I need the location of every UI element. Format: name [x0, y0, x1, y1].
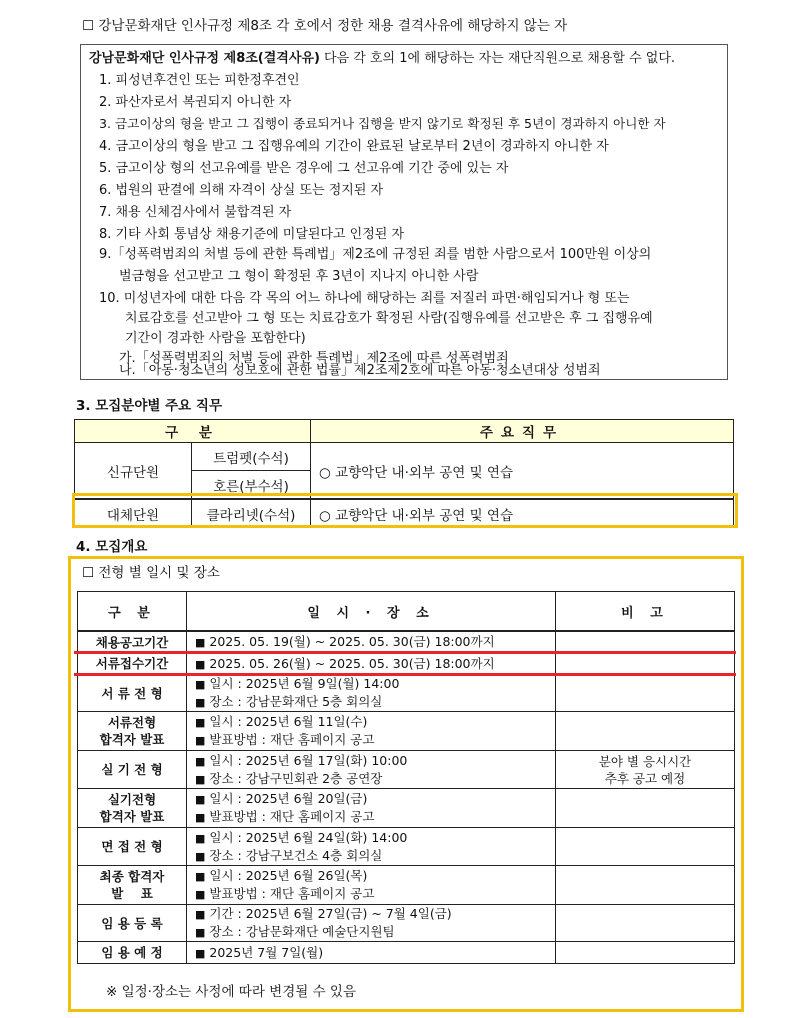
schedule-row-label [78, 675, 187, 712]
square-bullet-icon: ■ [195, 793, 206, 806]
schedule-row-content [187, 905, 556, 942]
application-red-underline [74, 673, 736, 676]
schedule-content-text: 기간 : 2025년 6월 27일(금) ~ 7월 4일(금) [209, 906, 452, 921]
duty-role: 트럼펫(수석) [192, 443, 311, 471]
schedule-row-label [78, 653, 187, 675]
schedule-label-line: 합격자 발표 [99, 732, 165, 747]
schedule-row-content [187, 942, 556, 964]
schedule-row [78, 751, 735, 789]
schedule-row-note [556, 675, 735, 712]
duty-role: 호른(부수석) [192, 471, 311, 500]
schedule-row [78, 712, 735, 751]
schedule-label-line: 실기전형 [107, 792, 157, 807]
schedule-content-line [195, 905, 555, 923]
regulation-title-rest: 다음 각 호의 1에 해당하는 자는 재단직원으로 채용할 수 없다. [319, 51, 676, 66]
schedule-row [78, 631, 735, 653]
regulation-item: 5. 금고이상 형의 선고유예를 받은 경우에 그 선고유예 기간 중에 있는 자 [99, 161, 509, 176]
schedule-content-line [195, 790, 555, 808]
regulation-item: 6. 법원의 판결에 의해 자격이 상실 또는 정지된 자 [99, 183, 384, 198]
square-bullet-icon: ■ [195, 678, 206, 691]
schedule-content-line [195, 944, 555, 962]
square-bullet-icon: ■ [195, 754, 206, 768]
square-bullet-icon: ■ [195, 716, 206, 729]
square-bullet-icon: ■ [195, 870, 206, 883]
schedule-table [77, 591, 735, 964]
square-bullet-icon: ■ [195, 636, 206, 649]
schedule-row-content [187, 866, 556, 905]
schedule-content-line [195, 885, 555, 903]
schedule-label-line: 실 기 전 형 [101, 762, 163, 777]
schedule-row-note [556, 905, 735, 942]
schedule-row-content [187, 751, 556, 789]
schedule-row-label [78, 751, 187, 789]
duty-description: ○ 교향악단 내·외부 공연 및 연습 [311, 499, 734, 528]
schedule-subheading: ☐ 전형 별 일시 및 장소 [82, 565, 220, 581]
schedule-content-line [195, 713, 555, 731]
schedule-content-line [195, 867, 555, 885]
schedule-row [78, 653, 735, 675]
schedule-label-line: 서류접수기간 [95, 656, 169, 671]
schedule-row-label [78, 942, 187, 964]
regulation-box [80, 44, 728, 380]
square-bullet-icon: ■ [195, 657, 206, 671]
duty-header-duties: 주요직무 [311, 420, 734, 443]
schedule-content-text: 장소 : 강남구민회관 2층 공연장 [209, 770, 383, 786]
schedule-note-line: 추후 공고 예정 [604, 770, 686, 786]
regulation-title [89, 47, 675, 66]
schedule-header-category: 구 분 [78, 592, 187, 632]
schedule-label-line: 합격자 발표 [99, 809, 165, 824]
regulation-item: 8. 기타 사회 통념상 채용기준에 미달된다고 인정된 자 [99, 227, 405, 242]
schedule-content-line [195, 829, 555, 847]
schedule-row-note [556, 751, 735, 789]
schedule-row [78, 866, 735, 905]
schedule-label-line: 채용공고기간 [95, 634, 169, 650]
duty-table-header [75, 420, 734, 443]
schedule-label-line: 최종 합격자 [99, 869, 165, 884]
regulation-item-continued: 벌금형을 선고받고 그 형이 확정된 후 3년이 지나지 아니한 사람 [119, 269, 479, 284]
eligibility-condition-line: ☐ 강남문화재단 인사규정 제8조 각 호에서 정한 채용 결격사유에 해당하지 않는 자 [82, 18, 568, 34]
regulation-item: 1. 피성년후견인 또는 피한정후견인 [99, 73, 300, 88]
square-bullet-icon: ■ [195, 734, 206, 747]
schedule-label-line: 임 용 예 정 [101, 945, 163, 960]
schedule-label-line: 발 표 [111, 886, 153, 901]
schedule-content-text: 일시 : 2025년 6월 20일(금) [209, 791, 368, 806]
square-bullet-icon: ■ [195, 811, 206, 824]
schedule-content-text: 발표방법 : 재단 홈페이지 공고 [209, 732, 375, 747]
schedule-footnote: ※ 일정·장소는 사정에 따라 변경될 수 있음 [106, 984, 357, 1000]
schedule-table-header [78, 592, 735, 632]
regulation-item: 4. 금고이상의 형을 받고 그 집행유예의 기간이 완료된 날로부터 2년이 경과하지 아니한 자 [99, 139, 609, 154]
schedule-row-note [556, 866, 735, 905]
square-bullet-icon: ■ [195, 696, 206, 709]
regulation-item: 10. 미성년자에 대한 다음 각 목의 어느 하나에 해당하는 죄를 저질러 파면·해임되거나 형 또는 [99, 291, 630, 306]
schedule-row-label [78, 905, 187, 942]
regulation-item: 9.「성폭력범죄의 처벌 등에 관한 특례법」제2조에 규정된 죄를 범한 사람으로서 100만원 이상의 [99, 247, 652, 262]
regulation-item: 7. 채용 신체검사에서 불합격된 자 [99, 205, 292, 220]
schedule-content-line [195, 847, 555, 865]
schedule-row [78, 675, 735, 712]
schedule-content-text: 2025년 7월 7일(월) [209, 944, 324, 960]
regulation-item: 2. 파산자로서 복권되지 아니한 자 [99, 95, 292, 110]
square-bullet-icon: ■ [195, 831, 206, 845]
schedule-content-text: 일시 : 2025년 6월 17일(화) 10:00 [209, 752, 408, 768]
schedule-note-line: 분야 별 응시시간 [598, 753, 692, 769]
schedule-content-line [195, 923, 555, 941]
schedule-content-text: 발표방법 : 재단 홈페이지 공고 [209, 809, 375, 824]
schedule-row-note [556, 653, 735, 675]
regulation-item-continued: 치료감호를 선고받아 그 형 또는 치료감호가 확정된 사람(집행유예를 선고받은 후 그 집행유예 [125, 311, 653, 326]
substitute-highlight-box [72, 493, 738, 528]
schedule-content-line [195, 675, 555, 693]
square-bullet-icon: ■ [195, 888, 206, 901]
schedule-content-line [195, 808, 555, 826]
section-4-heading: 4. 모집개요 [76, 539, 148, 555]
schedule-row-label [78, 866, 187, 905]
regulation-subitem: 나.「아동·청소년의 성보호에 관한 법률」제2조제2호에 따른 아동·청소년대상 성범죄 [119, 363, 601, 378]
schedule-label-line: 서 류 전 형 [101, 685, 163, 701]
schedule-header-note: 비 고 [556, 592, 735, 632]
schedule-row [78, 942, 735, 964]
schedule-content-text: 일시 : 2025년 6월 9일(월) 14:00 [209, 676, 400, 691]
schedule-row-note [556, 942, 735, 964]
schedule-content-line [195, 770, 555, 788]
duty-group-label: 신규단원 [75, 443, 192, 500]
schedule-content-text: 장소 : 강남문화재단 5층 회의실 [209, 694, 383, 709]
regulation-item-continued: 기간이 경과한 사람을 포함한다) [125, 331, 306, 346]
schedule-content-line [195, 752, 555, 770]
schedule-row-content [187, 712, 556, 751]
schedule-content-text: 장소 : 강남문화재단 예술단지원팀 [209, 924, 395, 939]
schedule-row-label [78, 712, 187, 751]
duty-header-category: 구 분 [75, 420, 311, 443]
schedule-row-note [556, 712, 735, 751]
schedule-row-content [187, 631, 556, 653]
schedule-label-line: 임 용 등 록 [101, 915, 163, 931]
schedule-content-line [195, 731, 555, 749]
announcement-red-underline [74, 651, 736, 654]
schedule-row-content [187, 789, 556, 828]
square-bullet-icon: ■ [195, 946, 206, 960]
schedule-row-label [78, 631, 187, 653]
regulation-item: 3. 금고이상의 형을 받고 그 집행이 종료되거나 집행을 받지 않기로 확정된 후 5년이 경과하지 아니한 자 [99, 116, 666, 131]
schedule-content-text: 2025. 05. 19(월) ~ 2025. 05. 30(금) 18:00까지 [209, 634, 495, 649]
schedule-label-line: 면 접 전 형 [101, 839, 163, 854]
duty-role: 클라리넷(수석) [192, 499, 311, 528]
section-3-heading: 3. 모집분야별 주요 직무 [76, 398, 222, 414]
square-bullet-icon: ■ [195, 849, 206, 863]
schedule-row-note [556, 631, 735, 653]
schedule-content-line [195, 693, 555, 711]
schedule-content-text: 장소 : 강남구보건소 4층 회의실 [209, 847, 383, 863]
schedule-row [78, 789, 735, 828]
schedule-row-content [187, 828, 556, 866]
schedule-row-content [187, 653, 556, 675]
duty-description: ○ 교향악단 내·외부 공연 및 연습 [311, 443, 734, 500]
schedule-content-line [195, 633, 555, 651]
duty-group-label: 대체단원 [75, 499, 192, 528]
square-bullet-icon: ■ [195, 772, 206, 786]
schedule-content-text: 일시 : 2025년 6월 26일(목) [209, 868, 368, 883]
schedule-row-note [556, 789, 735, 828]
schedule-row-label [78, 789, 187, 828]
schedule-content-text: 일시 : 2025년 6월 11일(수) [209, 714, 368, 729]
regulation-title-bold: 강남문화재단 인사규정 제8조(결격사유) [89, 51, 320, 66]
schedule-row-label [78, 828, 187, 866]
square-bullet-icon: ■ [195, 908, 206, 921]
schedule-content-text: 일시 : 2025년 6월 24일(화) 14:00 [209, 829, 408, 845]
schedule-row [78, 905, 735, 942]
schedule-content-line [195, 655, 555, 673]
schedule-row [78, 828, 735, 866]
square-bullet-icon: ■ [195, 926, 206, 939]
schedule-content-text: 발표방법 : 재단 홈페이지 공고 [209, 886, 375, 901]
schedule-label-line: 서류전형 [107, 715, 157, 730]
regulation-subitem: 가.「성폭력범죄의 처벌 등에 관한 특례법」제2조에 따른 성폭력범죄 [119, 351, 509, 366]
schedule-header-datetime-place: 일 시 · 장 소 [187, 592, 556, 632]
schedule-row-content [187, 675, 556, 712]
schedule-content-text: 2025. 05. 26(월) ~ 2025. 05. 30(금) 18:00까지 [209, 655, 495, 671]
schedule-row-note [556, 828, 735, 866]
